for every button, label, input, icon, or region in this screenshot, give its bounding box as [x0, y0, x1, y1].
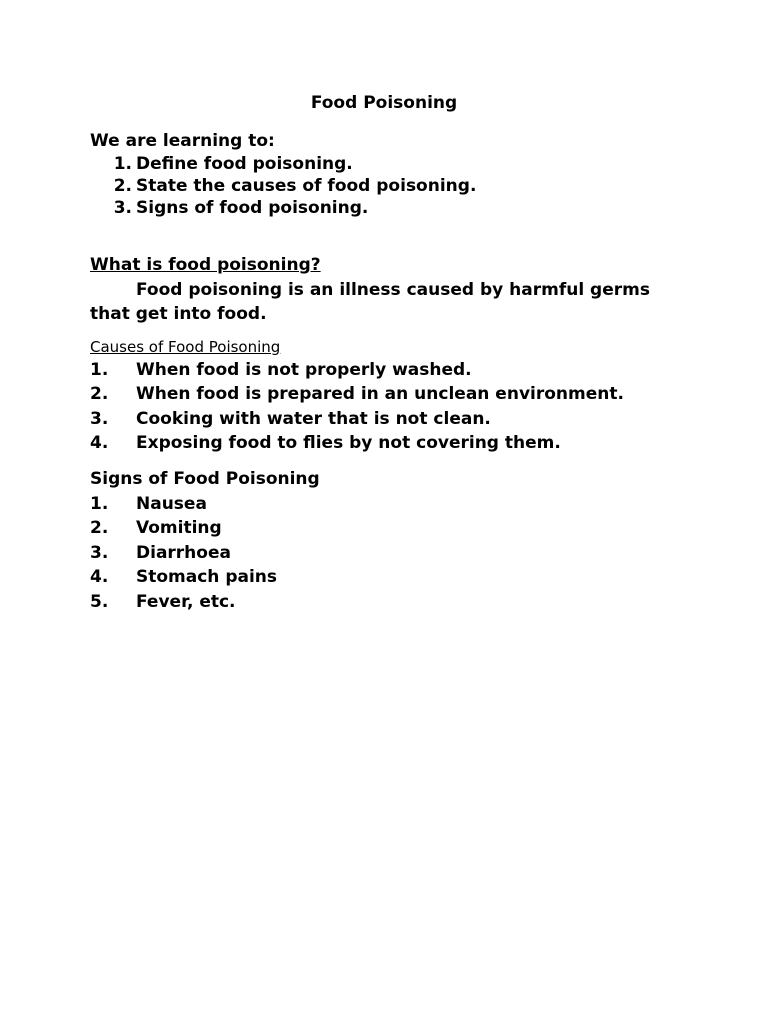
list-item-text: State the causes of food poisoning.	[136, 176, 477, 196]
list-item-text: Cooking with water that is not clean.	[136, 408, 491, 429]
list-item-text: Stomach pains	[136, 567, 278, 588]
list-item	[90, 382, 624, 406]
list-item-number: 1.	[113, 154, 132, 174]
list-item	[90, 197, 476, 219]
list-item-number: 1.	[90, 360, 109, 380]
definition-heading: What is food poisoning?	[90, 255, 321, 275]
learning-objectives-heading: We are learning to:	[90, 131, 275, 151]
list-item	[90, 407, 624, 431]
list-item-number: 5.	[90, 591, 109, 612]
list-item-number: 3.	[90, 408, 109, 429]
list-item-text: Vomiting	[136, 518, 222, 539]
list-item-number: 3.	[113, 198, 132, 218]
list-item	[90, 516, 277, 540]
list-item-text: Define food poisoning.	[136, 154, 353, 174]
list-item	[90, 492, 277, 516]
list-item-text: Nausea	[136, 494, 207, 514]
learning-objectives-list	[90, 153, 476, 219]
list-item-text: When food is not properly washed.	[136, 360, 472, 380]
signs-list	[90, 492, 277, 614]
list-item-number: 2.	[113, 176, 132, 196]
list-item	[90, 175, 476, 197]
list-item-text: Signs of food poisoning.	[136, 198, 369, 218]
list-item-text: Diarrhoea	[136, 542, 231, 563]
list-item-text: When food is prepared in an unclean environment.	[136, 384, 624, 405]
list-item	[90, 590, 277, 614]
signs-heading: Signs of Food Poisoning	[90, 469, 320, 489]
list-item-number: 4.	[90, 433, 109, 454]
list-item-text: Exposing food to flies by not covering them.	[136, 433, 561, 454]
causes-list	[90, 358, 624, 456]
definition-paragraph: Food poisoning is an illness caused by harmful germs that get into food.	[90, 280, 650, 324]
list-item-number: 4.	[90, 567, 109, 588]
list-item-number: 2.	[90, 518, 109, 539]
list-item-number: 3.	[90, 542, 109, 563]
list-item	[90, 565, 277, 589]
document-title: Food Poisoning	[310, 93, 458, 113]
causes-heading: Causes of Food Poisoning	[90, 338, 281, 356]
list-item-text: Fever, etc.	[136, 591, 236, 612]
list-item-number: 1.	[90, 494, 109, 514]
list-item	[90, 153, 476, 175]
list-item	[90, 358, 624, 382]
list-item-number: 2.	[90, 384, 109, 405]
list-item	[90, 431, 624, 455]
list-item	[90, 541, 277, 565]
